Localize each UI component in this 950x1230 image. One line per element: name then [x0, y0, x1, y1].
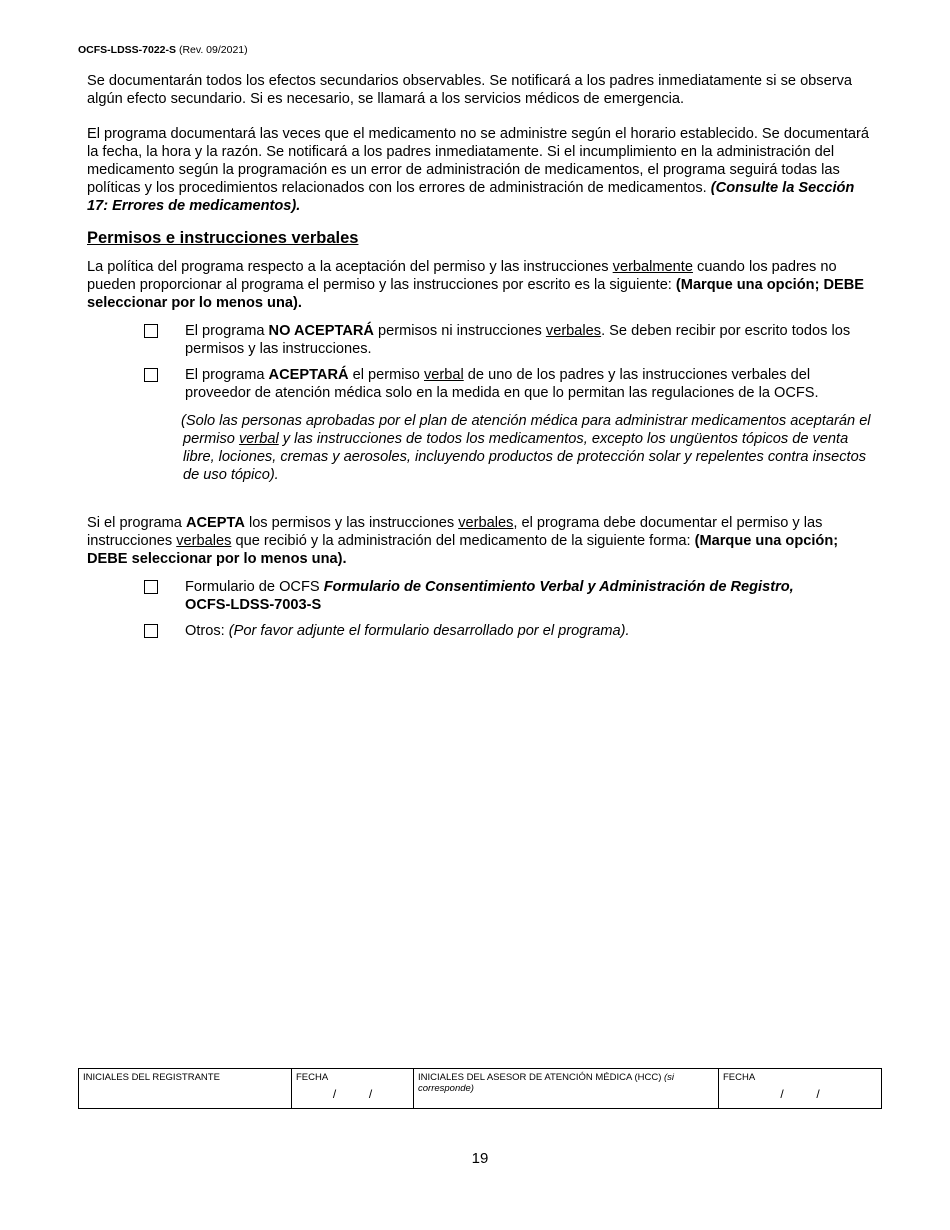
registrant-initials-cell[interactable] — [79, 1069, 292, 1108]
date2-cell[interactable] — [719, 1069, 881, 1108]
hcc-initials-label: INICIALES DEL ASESOR DE ATENCIÓN MÉDICA (HCC) — [418, 1072, 662, 1083]
date1-cell[interactable] — [292, 1069, 414, 1108]
missed-dose-paragraph — [87, 125, 877, 215]
date1-slash-1: / — [332, 1087, 337, 1101]
opt2-underline: verbal — [423, 367, 464, 383]
note-text-b: y las instrucciones de todos los medicamentos, excepto los ungüentos tópicos de venta libre, lociones, cremas y aerosoles, incluyendo productos de protección solar y repelentes contra insectos de uso tópico). — [183, 431, 867, 483]
opt1-text-b: permisos ni instrucciones — [373, 323, 546, 339]
section-reference: (Consulte la Sección 17: Errores de medicamentos). — [87, 180, 855, 214]
form-id: OCFS-LDSS-7022-S — [78, 44, 177, 56]
opt4-italic: (Por favor adjunte el formulario desarrollado por el programa). — [228, 623, 630, 639]
hcc-initials-cell[interactable] — [414, 1069, 719, 1108]
opt3-form-id: OCFS-LDSS-7003-S — [185, 597, 322, 613]
doc-underline-1: verbales — [458, 515, 514, 531]
opt3-text-a: Formulario de OCFS — [185, 579, 324, 595]
opt1-text-a: El programa — [185, 323, 269, 339]
doc-text-b: los permisos y las instrucciones — [244, 515, 459, 531]
date1-slashes — [292, 1087, 413, 1101]
option-not-accept — [87, 322, 877, 358]
section-title: Permisos e instrucciones verbales — [87, 229, 359, 247]
opt1-bold: NO ACEPTARÁ — [268, 323, 374, 339]
opt3-form-title: Formulario de Consentimiento Verbal y Administración de Registro, — [323, 579, 794, 595]
checkbox-ocfs-form[interactable] — [144, 580, 158, 594]
doc-text-a: Si el programa — [87, 515, 186, 531]
opt4-text-a: Otros: — [185, 623, 229, 639]
policy-text-a: La política del programa respecto a la aceptación del permiso y las instrucciones — [87, 259, 613, 275]
checkbox-accept[interactable] — [144, 368, 158, 382]
date1-slash-2: / — [368, 1087, 373, 1101]
registrant-initials-label: INICIALES DEL REGISTRANTE — [83, 1072, 220, 1083]
page-content — [87, 72, 877, 648]
form-revision: (Rev. 09/2021) — [178, 44, 248, 56]
form-header — [78, 44, 248, 56]
option-other — [87, 622, 877, 640]
checkbox-other[interactable] — [144, 624, 158, 638]
missed-dose-text: El programa documentará las veces que el medicamento no se administre según el horario establecido. Se documentará la fecha, la hora y la razón. Se notificará a los padres inmediatamente. Si el incumplimiento en la administración del medicamento según la programación es un error de administración de medicamentos, el programa seguirá todas las políticas y los procedimientos relacionados con los errores de administración de medicamentos. — [87, 126, 870, 196]
doc-instruction: (Marque una opción; DEBE seleccionar por lo menos una). — [87, 533, 839, 567]
opt2-text-a: El programa — [185, 367, 269, 383]
checkbox-not-accept[interactable] — [144, 324, 158, 338]
documentation-paragraph — [87, 514, 877, 568]
date2-slashes — [719, 1087, 881, 1101]
date2-label: FECHA — [723, 1072, 756, 1083]
doc-underline-2: verbales — [176, 533, 232, 549]
policy-text-b: cuando los padres no pueden proporcionar al programa el permiso y las instrucciones por escrito es la siguiente: — [87, 259, 837, 293]
policy-underline: verbalmente — [612, 259, 693, 275]
date1-label: FECHA — [296, 1072, 329, 1083]
doc-text-c: , el programa debe documentar el permiso y las instrucciones — [87, 515, 823, 549]
initials-table — [78, 1068, 882, 1109]
doc-text-d: que recibió y la administración del medicamento de la siguiente forma: — [231, 533, 695, 549]
note-text-a: (Solo las personas aprobadas por el plan de atención médica para administrar medicamentos aceptarán el permiso — [181, 413, 871, 447]
hcc-note: (si corresponde) — [418, 1072, 675, 1094]
option-ocfs-form — [87, 578, 877, 614]
date2-slash-1: / — [780, 1087, 784, 1101]
opt2-text-b: el permiso — [348, 367, 424, 383]
doc-bold-accepts: ACEPTA — [185, 515, 245, 531]
side-effects-paragraph: Se documentarán todos los efectos secundarios observables. Se notificará a los padres inmediatamente si se observa algún efecto secundario. Si es necesario, se llamará a los servicios médicos de emergencia. — [87, 73, 852, 107]
option-accept — [87, 366, 877, 402]
policy-paragraph — [87, 258, 877, 312]
date2-slash-2: / — [816, 1087, 820, 1101]
opt1-text-c: . Se deben recibir por escrito todos los permisos y las instrucciones. — [185, 323, 851, 357]
page-number: 19 — [471, 1150, 489, 1167]
opt1-underline: verbales — [545, 323, 602, 339]
note-underline: verbal — [238, 431, 279, 447]
approved-persons-note — [87, 412, 877, 484]
opt2-bold: ACEPTARÁ — [268, 367, 349, 383]
policy-instruction: (Marque una opción; DEBE seleccionar por lo menos una). — [87, 277, 865, 311]
opt2-text-c: de uno de los padres y las instrucciones verbales del proveedor de atención médica solo en la medida en que lo permitan las regulaciones de la OCFS. — [185, 367, 819, 401]
